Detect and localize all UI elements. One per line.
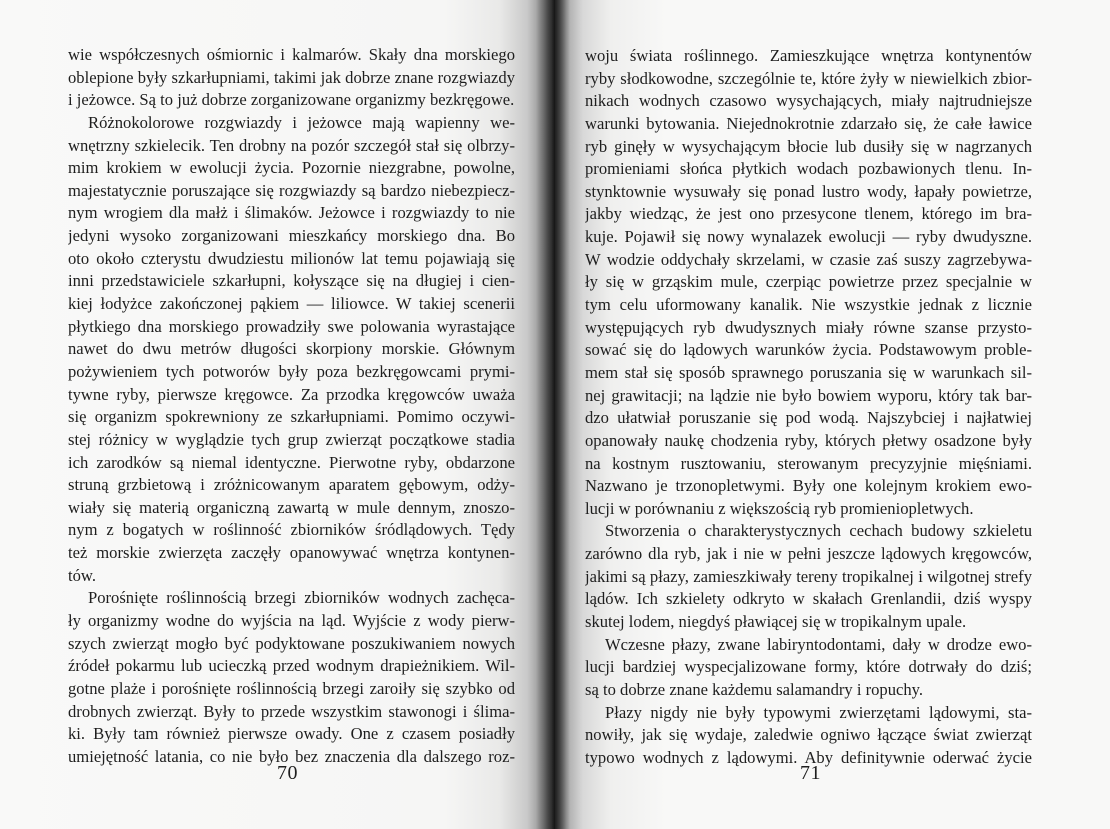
text-line: Nazwano je trzonopletwymi. Były one kolejnym krokiem ewo- — [585, 476, 1032, 496]
left-page-text — [68, 44, 515, 769]
text-line: gotne plaże i porośnięte roślinnością brzegi zaroiły się szybko od — [68, 678, 515, 698]
text-line: wie współczesnych ośmiornic i kalmarów. Skały dna morskiego — [68, 45, 515, 64]
text-line: stynktownie wysuwały się ponad lustro wody, łapały powietrze, — [585, 181, 1032, 201]
text-line: kiej łodyżce zakończonej pąkiem — liliowce. W takiej scenerii — [68, 294, 515, 314]
text-line: typowo wodnych z lądowymi. Aby definitywnie oderwać życie — [585, 747, 1032, 767]
text-line: Płazy nigdy nie były typowymi zwierzętami lądowymi, sta- — [605, 702, 1032, 722]
text-line: jakimi są płazy, zamieszkiwały tereny tropikalnej i wilgotnej strefy — [585, 566, 1032, 586]
text-line: mim krokiem w ewolucji życia. Pozornie niezgrabne, powolne, — [68, 158, 515, 178]
text-line: tywne ryby, pierwsze kręgowce. Za przodka kręgowców uważa — [68, 384, 515, 404]
text-line: jakby wiedząc, że jest ono przesycone tlenem, którego im bra- — [585, 204, 1032, 224]
text-line: zarówno dla ryb, jak i nie w pełni jeszcze lądowych kręgowców, — [585, 544, 1032, 564]
page-number-left: 70 — [277, 762, 298, 784]
text-line: nej grawitacji; na lądzie nie było bowiem wyporu, który tak bar- — [585, 385, 1032, 405]
right-page — [555, 0, 1110, 829]
text-line: wnętrzny szkielecik. Ten drobny na pozór szczegół stał się olbrzy- — [68, 135, 515, 155]
text-line: ki. Były tam również pierwsze owady. One z czasem posiadły — [68, 724, 515, 744]
text-line: mem stał się sposób sprawnego poruszania się w warunkach sil- — [585, 362, 1032, 382]
text-line: ły się w grząskim mule, czerpiąc powietrze przez specjalnie w — [585, 272, 1032, 292]
text-line: ły organizmy wodne do wyjścia na ląd. Wyjście z wody pierw- — [68, 611, 515, 631]
right-page-text — [585, 45, 1032, 770]
text-line: na kostnym rusztowaniu, sterowanym precyzyjnie mięśniami. — [585, 453, 1032, 473]
text-line: promieniami słońca płytkich wodach pozbawionych tlenu. In- — [585, 159, 1032, 179]
text-line: oto około czterystu dwudziestu milionów lat temu pojawiają się — [68, 248, 515, 268]
text-line: nym wrogiem dla małż i ślimaków. Jeżowce i rozgwiazdy to nie — [68, 203, 515, 223]
text-line: dzo ułatwiał poruszanie się pod wodą. Najszybciej i najłatwiej — [585, 408, 1032, 428]
text-line: skutej lodem, niegdyś pławiącej się w tropikalnym upale. — [585, 612, 967, 632]
text-line: ryb ginęły w wysychającym błocie lub dusiły się w nagrzanych — [585, 136, 1032, 156]
text-line: wiały się materią organiczną zawartą w mule dennym, znoszo- — [68, 497, 515, 517]
text-line: lądów. Ich szkielety odkryto w skałach Grenlandii, dziś wyspy — [585, 589, 1032, 609]
text-line: się organizm spokrewniony ze szkarłupniami. Pomimo oczywi- — [68, 407, 515, 427]
text-line: pożywieniem tych potworów były poza bezkręgowcami prymi- — [68, 361, 515, 381]
text-line: sować się do lądowych warunków życia. Podstawowym proble- — [585, 340, 1032, 360]
text-line: oblepione były szkarłupniami, takimi jak dobrze znane rozgwiazdy — [68, 67, 515, 87]
text-line: szych zwierząt mogło być podyktowane poszukiwaniem nowych — [68, 633, 515, 653]
text-line: kuje. Pojawił się nowy wynalazek ewolucji — ryby dwudyszne. — [585, 227, 1032, 247]
text-line: występujących ryb dwudysznych miały równe szanse przysto- — [585, 317, 1032, 337]
text-line: struną grzbietową i zróżnicowanym aparatem gębowym, odży- — [68, 475, 515, 495]
text-line: Wczesne płazy, zwane labiryntodontami, dały w drodze ewo- — [605, 634, 1032, 654]
text-line: tów. — [68, 565, 96, 585]
text-line: ryby słodkowodne, szczególnie te, które żyły w niewielkich zbior- — [585, 68, 1032, 88]
text-line: lucji w porównaniu z większością ryb promieniopletwych. — [585, 498, 974, 518]
text-line: nowiły, jak się wydaje, zaledwie ogniwo łączące świat zwierząt — [585, 725, 1032, 745]
text-line: majestatycznie poruszające się rozgwiazdy są bardzo niebezpiecz- — [68, 180, 515, 200]
text-line: Porośnięte roślinnością brzegi zbiorników wodnych zachęca- — [88, 588, 515, 608]
text-line: umiejętność latania, co nie było bez znaczenia dla dalszego roz- — [68, 746, 515, 766]
text-line: lucji bardziej wyspecjalizowane formy, które dotrwały do dziś; — [585, 657, 1032, 677]
text-line: warunki bytowania. Niejednokrotnie zdarzało się, że całe ławice — [585, 113, 1032, 133]
text-line: Różnokolorowe rozgwiazdy i jeżowce mają wapienny we- — [88, 112, 515, 132]
text-line: jedyni wysoko zorganizowani mieszkańcy morskiego dna. Bo — [68, 226, 515, 246]
book-gutter-shadow — [536, 0, 570, 829]
text-line: i jeżowce. Są to już dobrze zorganizowane organizmy bezkręgowe. — [68, 90, 515, 110]
text-line: ich zarodków są niemal identyczne. Pierwotne ryby, obdarzone — [68, 452, 515, 472]
text-line: źródeł pokarmu lub ucieczką przed wodnym drapieżnikiem. Wil- — [68, 656, 515, 676]
text-line: W wodzie oddychały skrzelami, w czasie zaś suszy zagrzebywa- — [585, 249, 1032, 269]
text-line: drobnych zwierząt. Były to przede wszystkim stawonogi i ślima- — [68, 701, 515, 721]
text-line: nikach wodnych czasowo wysychających, miały najtrudniejsze — [585, 91, 1032, 111]
text-line: opanowały naukę chodzenia ryby, których płetwy osadzone były — [585, 430, 1032, 450]
text-line: tym celu uformowany kanalik. Nie wszystkie jednak z licznie — [585, 295, 1032, 315]
text-line: płytkiego dna morskiego prowadziły swe polowania wyrastające — [68, 316, 515, 336]
text-line: stej różnicy w wyglądzie tych grup zwierząt początkowe stadia — [68, 429, 515, 449]
text-line: inni przedstawiciele szkarłupni, kołyszące się na długiej i cien- — [68, 271, 515, 291]
text-line: Stworzenia o charakterystycznych cechach budowy szkieletu — [605, 521, 1032, 541]
text-line: woju świata roślinnego. Zamieszkujące wnętrza kontynentów — [585, 46, 1032, 65]
text-line: też morskie zwierzęta zaczęły opanowywać wnętrza kontynen- — [68, 543, 515, 563]
text-line: nym z bogatych w roślinność zbiorników śródlądowych. Tędy — [68, 520, 515, 540]
page-number-right: 71 — [800, 762, 821, 784]
text-line: są to dobrze znane każdemu salamandry i ropuchy. — [585, 679, 924, 699]
text-line: nawet do dwu metrów długości skorpiony morskie. Głównym — [68, 339, 515, 359]
